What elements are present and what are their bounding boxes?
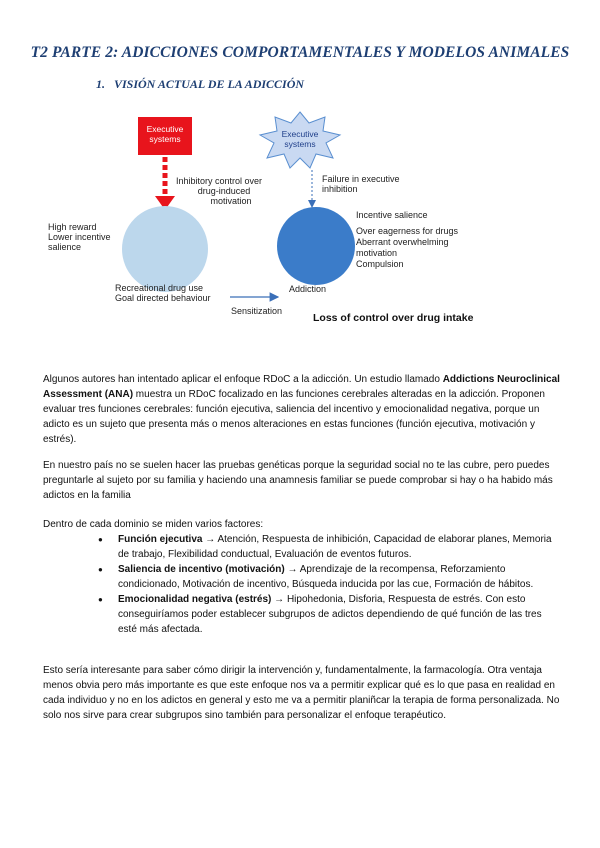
left-line: High reward <box>48 222 97 232</box>
p1-bold: Addictions Neuroclinical Assessment (ANA) <box>43 374 560 400</box>
executive-star-label: Executive systems <box>281 129 319 149</box>
document-title: T2 PARTE 2: ADICCIONES COMPORTAMENTALES Y MODELOS ANIMALES <box>30 44 570 61</box>
failure-label <box>322 174 400 194</box>
bullet-term: Función ejecutiva <box>118 534 203 545</box>
right-line: Incentive salience <box>356 210 428 220</box>
recreational-line: Recreational drug use <box>115 283 204 293</box>
failure-line: Failure in executive <box>322 174 400 184</box>
paragraph-3 <box>43 517 563 532</box>
left-line: Lower incentive <box>48 232 111 242</box>
paragraph-4 <box>43 663 563 723</box>
paragraph-2 <box>43 458 563 503</box>
left-label <box>48 222 111 252</box>
right-line: Over eagerness for drugs <box>356 226 459 236</box>
recreational-circle <box>122 206 208 292</box>
addiction-circle <box>277 207 355 285</box>
factor-list <box>118 532 558 637</box>
p1-text-a: Algunos autores han intentado aplicar el enfoque RDoC a la adicción. Un estudio llamado <box>43 374 443 385</box>
right-label <box>356 210 458 270</box>
inhibitory-line: drug-induced <box>197 186 251 196</box>
right-line: Compulsion <box>356 259 404 269</box>
list-item <box>118 532 558 562</box>
paragraph-1 <box>43 372 563 447</box>
p4-text: Esto sería interesante para saber cómo dirigir la intervención y, fundamentalmente, la farmacología. Otra ventaja menos obvia pero más importante es que este enfoque nos va a permitir explicar qué es lo que pasa en realidad en cada individuo y no en los adictos en general y esto me va a permitir planiñcar la terapia de forma personalizada. No solo nos sirve para crear subgrupos sino también para personalizar el enfoque terapéutico. <box>43 665 560 721</box>
p3-text: Dentro de cada dominio se miden varios factores: <box>43 519 264 530</box>
recreational-label <box>115 283 211 303</box>
right-line: Aberrant overwhelming <box>356 237 449 247</box>
list-item <box>118 562 558 592</box>
sensitization-label: Sensitization <box>231 306 283 316</box>
section-label: VISIÓN ACTUAL DE LA ADICCIÓN <box>114 77 305 91</box>
bullet-text: → Hipohedonia, Disforia, Respuesta de estrés. Con esto conseguiríamos poder establecer subgrupos de adictos dependiendo de qué función de las tres esté más afectada. <box>118 594 542 635</box>
bullet-text: → Atención, Respuesta de inhibición, Capacidad de elaborar planes, Memoria de trabajo, Flexibilidad conductual, Evaluación de eventos futuros. <box>118 534 552 560</box>
executive-box-label: Executive systems <box>146 124 184 144</box>
bullet-text: → Aprendizaje de la recompensa, Reforzamiento condicionado, Motivación de incentivo, Búsqueda inducida por las cue, Formación de hábitos. <box>118 564 534 590</box>
inhibitory-line: Inhibitory control over <box>176 176 263 186</box>
left-line: salience <box>48 242 82 252</box>
p1-text-c: muestra un RDoC focalizado en las funciones cerebrales alteradas en la adicción. Proponen evaluar tres funciones cerebrales: función ejecutiva, saliencia del incentivo y emocionalidad negativa, porque un adicto es un sujeto que presenta más o menos alteraciones en estas funciones (función ejecutiva, motivación y estrés). <box>43 389 545 445</box>
bullet-term: Emocionalidad negativa (estrés) <box>118 594 272 605</box>
failure-line: inhibition <box>322 184 358 194</box>
right-line: motivation <box>356 248 398 258</box>
section-number: 1. <box>96 77 105 91</box>
p2-text: En nuestro país no se suelen hacer las pruebas genéticas porque la seguridad social no te las cubre, pero puedes preguntarle al sujeto por su familia y haciendo una anamnesis familiar se puede comprobar si hay o ha habido más adictos en la familia <box>43 460 553 501</box>
bullet-term: Saliencia de incentivo (motivación) <box>118 564 285 575</box>
inhibitory-label <box>176 176 262 206</box>
recreational-line: Goal directed behaviour <box>115 293 211 303</box>
addiction-label: Addiction <box>289 284 327 294</box>
list-item <box>118 592 558 637</box>
loss-of-control-label: Loss of control over drug intake <box>313 312 474 324</box>
inhibitory-line: motivation <box>210 196 252 206</box>
